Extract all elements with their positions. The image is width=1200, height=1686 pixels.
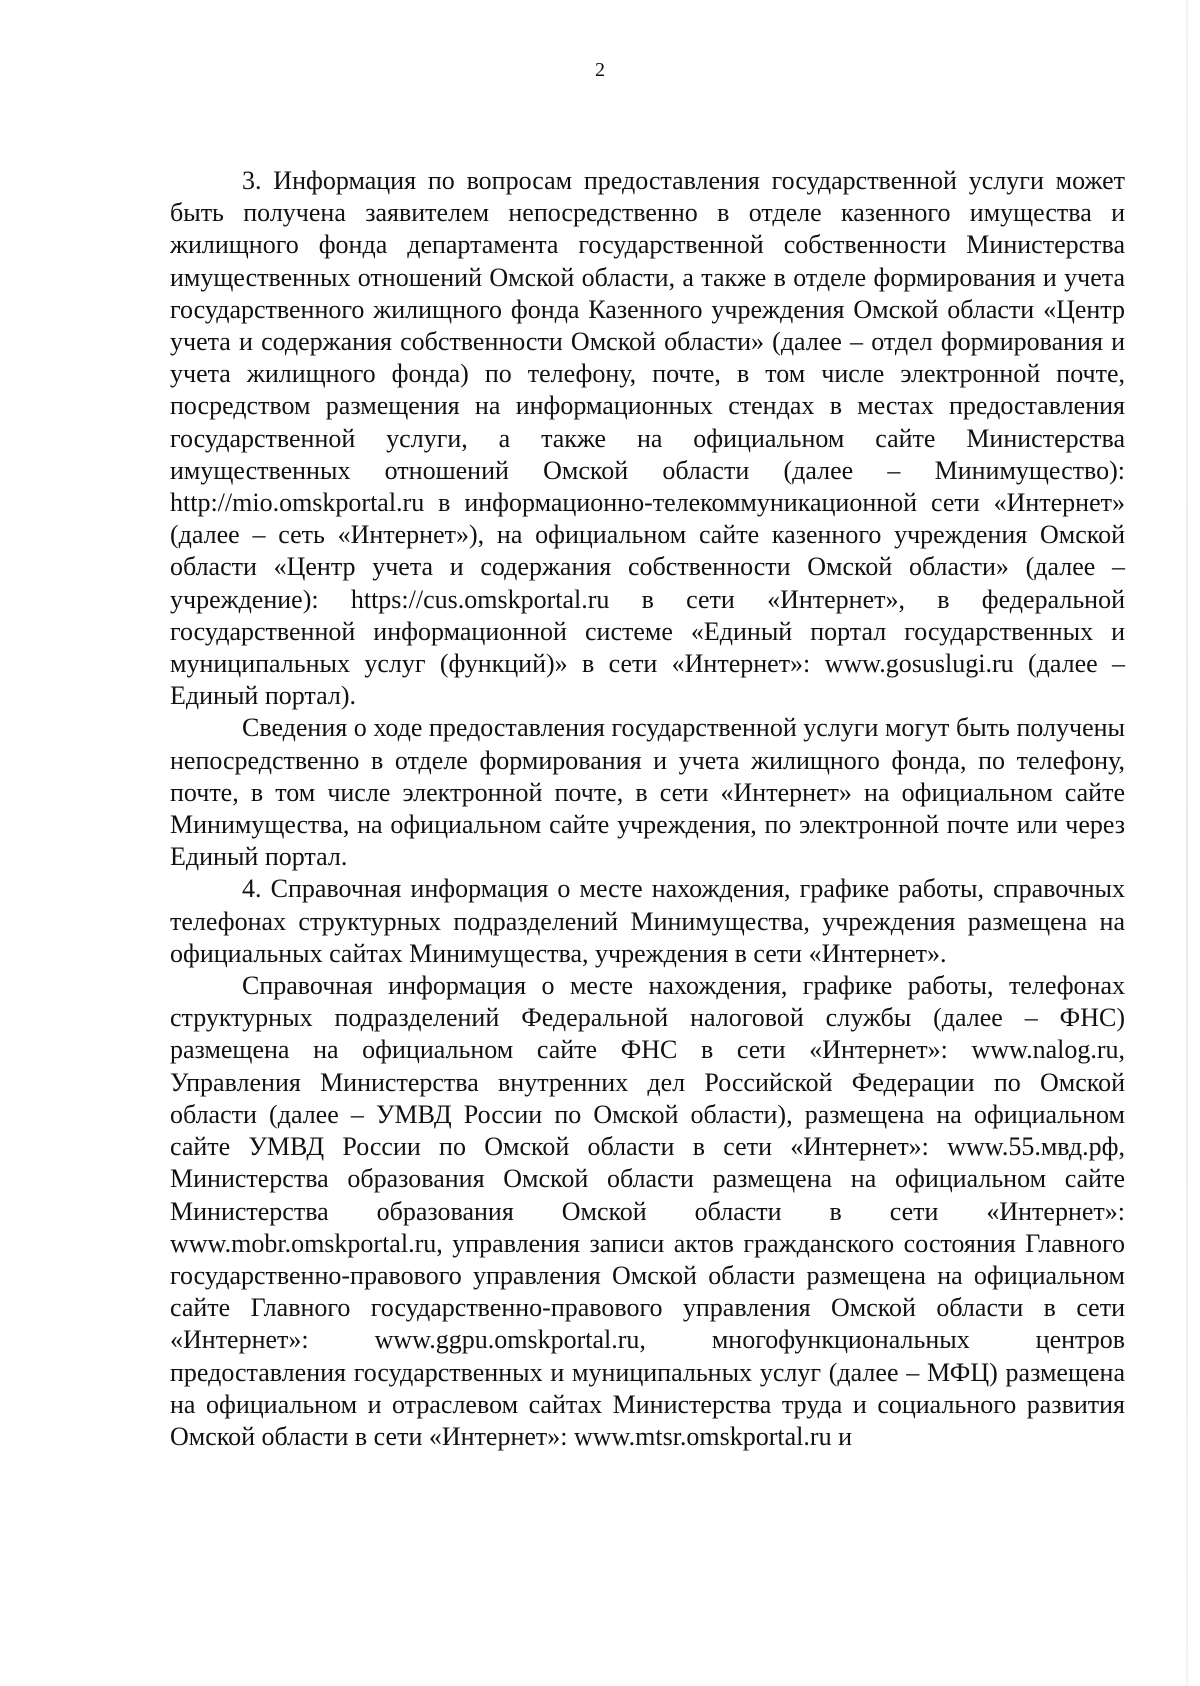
paragraph-item-4-reference: 4. Справочная информация о месте нахождения, графике работы, справочных телефонах структурных подразделений Минимущества, учреждения размещена на официальных сайтах Минимущества, учреждения в сети «Интернет». (170, 874, 1125, 968)
scan-edge (1186, 0, 1188, 1686)
paragraph-reference-agencies: Справочная информация о месте нахождения, графике работы, телефонах структурных подразделений Федеральной налоговой службы (далее – ФНС) размещена на официальном сайте ФНС в сети «Интернет»: www.nalog.ru, Управления Министерства внутренних дел Российской Федерации по Омской области (далее – УМВД России по Омской области), размещена на официальном сайте УМВД России по Омской области в сети «Интернет»: www.55.мвд.рф, Министерства образования Омской области размещена на официальном сайте Министерства образования Омской области в сети «Интернет»: www.mobr.omskportal.ru, управления записи актов гражданского состояния Главного государственно-правового управления Омской области размещена на официальном сайте Главного государственно-правового управления Омской области в сети «Интернет»: www.ggpu.omskportal.ru, многофункциональных центров предоставления государственных и муниципальных услуг (далее – МФЦ) размещена на официальном и отраслевом сайтах Министерства труда и социального развития Омской области в сети «Интернет»: www.mtsr.omskportal.ru и (170, 971, 1125, 1451)
paragraph-service-progress: Сведения о ходе предоставления государственной услуги могут быть получены непосредственно в отделе формирования и учета жилищного фонда, по телефону, почте, в том числе электронной почте, в сети «Интернет» на официальном сайте Минимущества, на официальном сайте учреждения, по электронной почте или через Единый портал. (170, 713, 1125, 872)
page-number: 2 (595, 59, 605, 81)
paragraph-item-3-info: 3. Информация по вопросам предоставления государственной услуги может быть получена заявителем непосредственно в отделе казенного имущества и жилищного фонда департамента государственной собственности Министерства имущественных отношений Омской области, а также в отделе формирования и учета государственного жилищного фонда Казенного учреждения Омской области «Центр учета и содержания собственности Омской области» (далее – отдел формирования и учета жилищного фонда) по телефону, почте, в том числе электронной почте, посредством размещения на информационных стендах в местах предоставления государственной услуги, а также на официальном сайте Министерства имущественных отношений Омской области (далее – Минимущество): http://mio.omskportal.ru в информационно-телекоммуникационной сети «Интернет» (далее – сеть «Интернет»), на официальном сайте казенного учреждения Омской области «Центр учета и содержания собственности Омской области» (далее – учреждение): https://cus.omskportal.ru в сети «Интернет», в федеральной государственной информационной системе «Единый портал государственных и муниципальных услуг (функций)» в сети «Интернет»: www.gosuslugi.ru (далее – Единый портал). (170, 166, 1125, 711)
document-body (170, 165, 1125, 1453)
